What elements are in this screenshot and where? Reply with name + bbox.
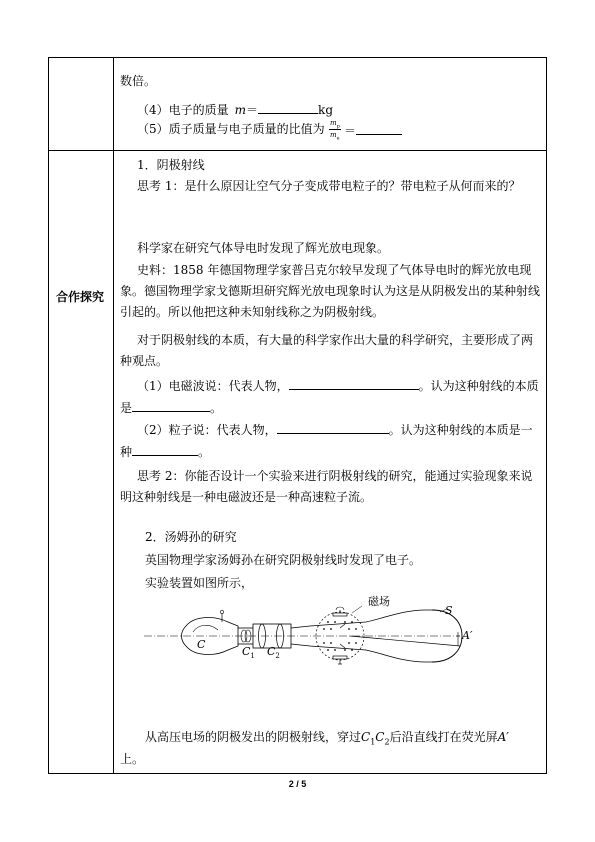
section-label: 合作探究: [56, 290, 105, 304]
column-divider: [113, 58, 114, 773]
view1-line2: 是 。: [120, 401, 223, 415]
s1-p3-line2: 种观点。: [120, 354, 169, 368]
item5-blank[interactable]: [356, 122, 402, 135]
row-divider: [49, 150, 546, 151]
magnet-label: 磁场: [368, 595, 390, 608]
s2-p3-line1: 从高压电场的阴极发出的阴极射线，穿过$C_1C_2$后沿直线打在荧光屏A′: [145, 730, 509, 747]
s2-p2: 实验装置如图所示，: [145, 576, 254, 590]
label-C1: $C_1$: [242, 645, 255, 661]
view1-line1: （1）电磁波说：代表人物， 。认为这种射线的本质: [137, 379, 539, 393]
label-C2: $C_2$: [267, 645, 280, 661]
s1-p2-line3: 引起的。所以他把这种未知射线称之为阴极射线。: [120, 305, 385, 319]
view1-person-blank[interactable]: [289, 377, 419, 390]
section2-heading: 2．汤姆孙的研究: [145, 530, 237, 544]
section1-heading: 1．阴极射线: [137, 158, 205, 172]
view2-person-blank[interactable]: [277, 421, 389, 434]
s1-p2-line2: 象。德国物理学家戈德斯坦研究辉光放电现象时认为这是从阴极发出的某种射线: [120, 284, 541, 298]
page-number: 2 / 5: [288, 779, 307, 789]
view1-nature-blank[interactable]: [132, 399, 210, 412]
s1-p2-line1: 史料：1858 年德国物理学家普吕克尔较早发现了气体导电时的辉光放电现: [137, 263, 532, 277]
view2-nature-blank[interactable]: [132, 443, 198, 456]
top-cell-line1: 数倍。: [120, 74, 157, 88]
item4-line: [137, 101, 333, 117]
item5-fraction-denominator: $m_e$: [330, 131, 340, 142]
s1-p3-line1: 对于阴极射线的本质，有大量的科学家作出大量的科学研究，主要形成了两: [137, 333, 534, 347]
cathode-ray-tube-figure: [140, 588, 476, 672]
label-C: C: [197, 638, 206, 651]
view2-line1: （2）粒子说：代表人物， 。认为这种射线的本质是一: [137, 423, 533, 437]
fraction-bar: [329, 129, 341, 130]
item4-prefix: （4）电子的质量: [137, 103, 229, 117]
think1: 思考 1：是什么原因让空气分子变成带电粒子的？带电粒子从何而来的？: [137, 179, 521, 193]
item4-unit: kg: [318, 103, 333, 117]
item4-blank[interactable]: [258, 101, 318, 114]
item5-fraction-numerator: $m_p$: [330, 119, 340, 130]
view2-line2: 种 。: [120, 445, 211, 459]
item4-var: m: [234, 103, 247, 117]
label-S: S: [445, 604, 453, 617]
s2-p1: 英国物理学家汤姆孙在研究阴极射线时发现了电子。: [145, 553, 422, 567]
think2-line2: 明这种射线是一种电磁波还是一种高速粒子流。: [120, 490, 373, 504]
item5-prefix: （5）质子质量与电子质量的比值为: [137, 122, 325, 136]
s1-p1: 科学家在研究气体导电时发现了辉光放电现象。: [137, 241, 390, 255]
think2-line1: 思考 2：你能否设计一个实验来进行阴极射线的研究，能通过实验现象来说: [137, 469, 533, 483]
item4-eq: ＝: [246, 103, 259, 117]
item5-answer: ＝: [344, 122, 402, 138]
label-A-prime: A′: [462, 629, 473, 642]
s2-p3-line2: 上。: [120, 752, 145, 766]
